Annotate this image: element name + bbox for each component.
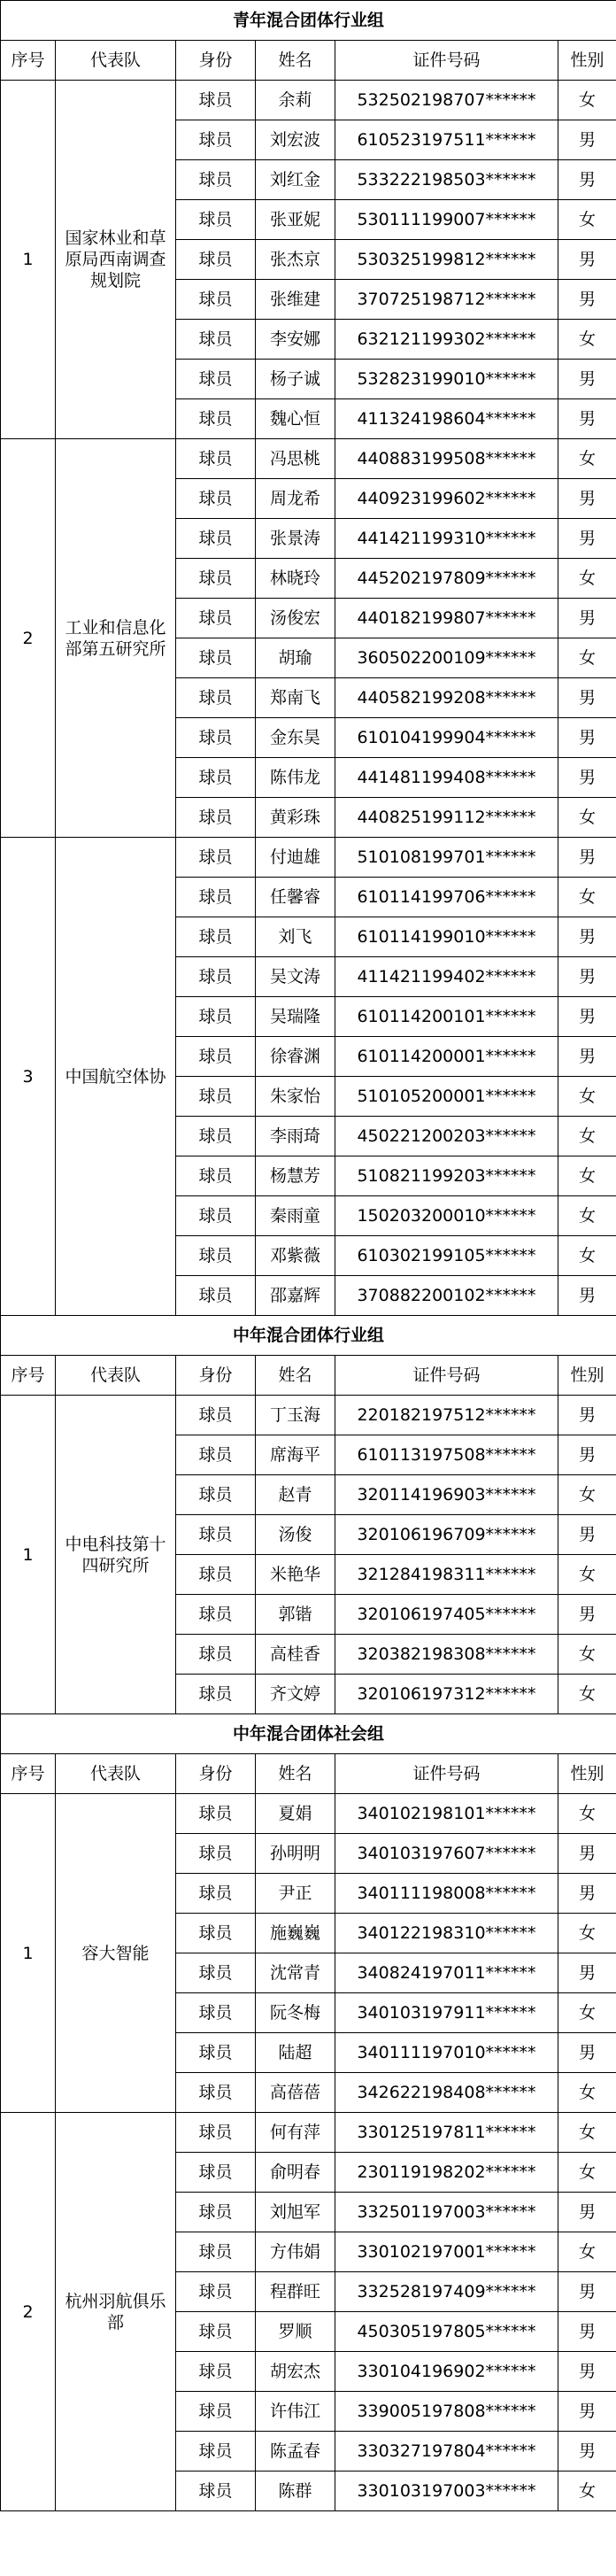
table-row — [1, 838, 616, 878]
member-id: 530111199007****** — [335, 200, 558, 240]
member-gender: 男 — [558, 1953, 616, 1993]
member-gender: 女 — [558, 1993, 616, 2033]
member-gender: 女 — [558, 878, 616, 917]
member-id: 342622198408****** — [335, 2073, 558, 2113]
member-id: 320106197312****** — [335, 1675, 558, 1714]
member-id: 320106197405****** — [335, 1595, 558, 1635]
member-name: 黄彩珠 — [256, 798, 335, 838]
member-name: 程群旺 — [256, 2272, 335, 2312]
member-name: 丁玉海 — [256, 1396, 335, 1435]
id-header: 证件号码 — [335, 1356, 558, 1396]
member-role: 球员 — [176, 280, 256, 320]
member-role: 球员 — [176, 1914, 256, 1953]
member-id: 330104196902****** — [335, 2352, 558, 2392]
member-gender: 男 — [558, 160, 616, 200]
member-role: 球员 — [176, 360, 256, 399]
member-role: 球员 — [176, 2392, 256, 2432]
member-id: 340102198101****** — [335, 1794, 558, 1834]
column-header-row — [1, 1754, 616, 1794]
member-name: 郑南飞 — [256, 678, 335, 718]
member-name: 胡瑜 — [256, 638, 335, 678]
team-seq: 3 — [1, 838, 56, 1316]
member-name: 任馨睿 — [256, 878, 335, 917]
member-id: 220182197512****** — [335, 1396, 558, 1435]
member-gender: 男 — [558, 280, 616, 320]
member-gender: 女 — [558, 1117, 616, 1156]
member-name: 魏心恒 — [256, 399, 335, 439]
member-name: 高蓓蓓 — [256, 2073, 335, 2113]
member-gender: 男 — [558, 1435, 616, 1475]
member-id: 339005197808****** — [335, 2392, 558, 2432]
role-header: 身份 — [176, 41, 256, 81]
member-id: 332528197409****** — [335, 2272, 558, 2312]
member-role: 球员 — [176, 2352, 256, 2392]
member-id: 610114200101****** — [335, 997, 558, 1037]
section-title: 中年混合团体行业组 — [1, 1316, 616, 1356]
member-gender: 女 — [558, 2472, 616, 2511]
team-seq: 2 — [1, 439, 56, 838]
member-gender: 男 — [558, 957, 616, 997]
team-seq: 1 — [1, 1396, 56, 1714]
member-gender: 男 — [558, 1834, 616, 1874]
member-role: 球员 — [176, 519, 256, 559]
team-header: 代表队 — [56, 1356, 176, 1396]
member-id: 440825199112****** — [335, 798, 558, 838]
member-name: 冯思桃 — [256, 439, 335, 479]
id-header: 证件号码 — [335, 41, 558, 81]
name-header: 姓名 — [256, 41, 335, 81]
member-gender: 男 — [558, 997, 616, 1037]
team-seq: 2 — [1, 2113, 56, 2511]
member-name: 吴瑞隆 — [256, 997, 335, 1037]
member-name: 朱家怡 — [256, 1077, 335, 1117]
member-name: 方伟娟 — [256, 2232, 335, 2272]
member-name: 秦雨童 — [256, 1196, 335, 1236]
member-name: 邓紫薇 — [256, 1236, 335, 1276]
member-role: 球员 — [176, 1236, 256, 1276]
member-id: 445202197809****** — [335, 559, 558, 599]
team-seq: 1 — [1, 81, 56, 439]
member-gender: 男 — [558, 399, 616, 439]
member-name: 尹正 — [256, 1874, 335, 1914]
member-name: 邵嘉辉 — [256, 1276, 335, 1316]
member-gender: 男 — [558, 678, 616, 718]
member-id: 610104199904****** — [335, 718, 558, 758]
member-id: 632121199302****** — [335, 320, 558, 360]
member-gender: 男 — [558, 120, 616, 160]
member-id: 450221200203****** — [335, 1117, 558, 1156]
member-id: 450305197805****** — [335, 2312, 558, 2352]
member-gender: 男 — [558, 718, 616, 758]
member-gender: 女 — [558, 1156, 616, 1196]
member-role: 球员 — [176, 1117, 256, 1156]
member-role: 球员 — [176, 957, 256, 997]
team-seq: 1 — [1, 1794, 56, 2113]
member-id: 321284198311****** — [335, 1555, 558, 1595]
table-row — [1, 1396, 616, 1435]
section-title-row — [1, 1316, 616, 1356]
member-gender: 女 — [558, 1675, 616, 1714]
member-gender: 男 — [558, 2193, 616, 2232]
member-name: 刘旭军 — [256, 2193, 335, 2232]
member-id: 440923199602****** — [335, 479, 558, 519]
member-role: 球员 — [176, 2033, 256, 2073]
member-gender: 男 — [558, 240, 616, 280]
gender-header: 性别 — [558, 1754, 616, 1794]
section-title-row — [1, 1714, 616, 1754]
member-name: 何有萍 — [256, 2113, 335, 2153]
member-gender: 男 — [558, 1037, 616, 1077]
member-role: 球员 — [176, 718, 256, 758]
member-gender: 女 — [558, 1914, 616, 1953]
member-role: 球员 — [176, 1435, 256, 1475]
member-name: 李安娜 — [256, 320, 335, 360]
member-id: 340103197607****** — [335, 1834, 558, 1874]
member-role: 球员 — [176, 1037, 256, 1077]
member-name: 汤俊 — [256, 1515, 335, 1555]
member-name: 赵青 — [256, 1475, 335, 1515]
member-role: 球员 — [176, 240, 256, 280]
member-gender: 男 — [558, 1874, 616, 1914]
member-name: 李雨琦 — [256, 1117, 335, 1156]
name-header: 姓名 — [256, 1754, 335, 1794]
member-gender: 男 — [558, 519, 616, 559]
member-name: 陆超 — [256, 2033, 335, 2073]
member-role: 球员 — [176, 81, 256, 120]
member-role: 球员 — [176, 798, 256, 838]
team-header: 代表队 — [56, 41, 176, 81]
member-name: 吴文涛 — [256, 957, 335, 997]
member-gender: 男 — [558, 1276, 616, 1316]
member-id: 150203200010****** — [335, 1196, 558, 1236]
member-role: 球员 — [176, 120, 256, 160]
member-role: 球员 — [176, 1595, 256, 1635]
member-role: 球员 — [176, 1396, 256, 1435]
table-row — [1, 2113, 616, 2153]
member-role: 球员 — [176, 1993, 256, 2033]
member-id: 340111198008****** — [335, 1874, 558, 1914]
member-gender: 男 — [558, 2033, 616, 2073]
member-id: 532823199010****** — [335, 360, 558, 399]
member-role: 球员 — [176, 2193, 256, 2232]
member-name: 孙明明 — [256, 1834, 335, 1874]
member-role: 球员 — [176, 479, 256, 519]
member-name: 陈群 — [256, 2472, 335, 2511]
member-gender: 男 — [558, 1515, 616, 1555]
member-gender: 女 — [558, 1635, 616, 1675]
member-name: 夏娟 — [256, 1794, 335, 1834]
member-id: 320382198308****** — [335, 1635, 558, 1675]
member-id: 532502198707****** — [335, 81, 558, 120]
member-id: 370725198712****** — [335, 280, 558, 320]
member-role: 球员 — [176, 1675, 256, 1714]
role-header: 身份 — [176, 1356, 256, 1396]
member-id: 510821199203****** — [335, 1156, 558, 1196]
member-gender: 男 — [558, 917, 616, 957]
member-id: 230119198202****** — [335, 2153, 558, 2193]
member-id: 533222198503****** — [335, 160, 558, 200]
member-name: 沈常青 — [256, 1953, 335, 1993]
member-gender: 女 — [558, 81, 616, 120]
member-name: 米艳华 — [256, 1555, 335, 1595]
member-id: 440182199807****** — [335, 599, 558, 638]
member-role: 球员 — [176, 1515, 256, 1555]
member-id: 441481199408****** — [335, 758, 558, 798]
roster-body — [1, 1, 616, 2511]
member-id: 441421199310****** — [335, 519, 558, 559]
member-role: 球员 — [176, 1635, 256, 1675]
member-gender: 男 — [558, 479, 616, 519]
member-gender: 女 — [558, 638, 616, 678]
member-gender: 女 — [558, 2232, 616, 2272]
member-gender: 女 — [558, 320, 616, 360]
team-name: 容大智能 — [56, 1794, 176, 2113]
team-header: 代表队 — [56, 1754, 176, 1794]
member-gender: 女 — [558, 2073, 616, 2113]
id-header: 证件号码 — [335, 1754, 558, 1794]
member-gender: 女 — [558, 1475, 616, 1515]
member-role: 球员 — [176, 1874, 256, 1914]
member-id: 530325199812****** — [335, 240, 558, 280]
column-header-row — [1, 1356, 616, 1396]
member-id: 320106196709****** — [335, 1515, 558, 1555]
member-role: 球员 — [176, 1834, 256, 1874]
member-id: 411324198604****** — [335, 399, 558, 439]
member-id: 330102197001****** — [335, 2232, 558, 2272]
member-role: 球员 — [176, 2232, 256, 2272]
member-name: 陈伟龙 — [256, 758, 335, 798]
member-role: 球员 — [176, 2432, 256, 2472]
member-id: 610114199010****** — [335, 917, 558, 957]
member-role: 球员 — [176, 1077, 256, 1117]
member-name: 胡宏杰 — [256, 2352, 335, 2392]
name-header: 姓名 — [256, 1356, 335, 1396]
member-gender: 女 — [558, 1077, 616, 1117]
member-name: 阮冬梅 — [256, 1993, 335, 2033]
member-name: 施巍巍 — [256, 1914, 335, 1953]
member-name: 林晓玲 — [256, 559, 335, 599]
member-name: 张杰京 — [256, 240, 335, 280]
member-name: 周龙希 — [256, 479, 335, 519]
member-role: 球员 — [176, 2472, 256, 2511]
gender-header: 性别 — [558, 1356, 616, 1396]
member-gender: 女 — [558, 1794, 616, 1834]
member-name: 陈孟春 — [256, 2432, 335, 2472]
member-gender: 男 — [558, 1396, 616, 1435]
seq-header: 序号 — [1, 1356, 56, 1396]
member-role: 球员 — [176, 638, 256, 678]
member-gender: 男 — [558, 2432, 616, 2472]
member-role: 球员 — [176, 599, 256, 638]
member-gender: 女 — [558, 798, 616, 838]
member-id: 510108199701****** — [335, 838, 558, 878]
member-gender: 男 — [558, 2312, 616, 2352]
member-gender: 男 — [558, 360, 616, 399]
member-role: 球员 — [176, 439, 256, 479]
team-name: 中国航空体协 — [56, 838, 176, 1316]
member-gender: 女 — [558, 439, 616, 479]
member-gender: 男 — [558, 2392, 616, 2432]
member-gender: 男 — [558, 599, 616, 638]
member-role: 球员 — [176, 1156, 256, 1196]
member-name: 郭锴 — [256, 1595, 335, 1635]
member-id: 411421199402****** — [335, 957, 558, 997]
member-gender: 女 — [558, 559, 616, 599]
member-id: 610523197511****** — [335, 120, 558, 160]
member-name: 刘飞 — [256, 917, 335, 957]
member-id: 370882200102****** — [335, 1276, 558, 1316]
table-row — [1, 439, 616, 479]
member-gender: 女 — [558, 2113, 616, 2153]
section-title: 青年混合团体行业组 — [1, 1, 616, 41]
member-name: 金东昊 — [256, 718, 335, 758]
member-name: 张景涛 — [256, 519, 335, 559]
member-gender: 男 — [558, 758, 616, 798]
member-role: 球员 — [176, 399, 256, 439]
section-title: 中年混合团体社会组 — [1, 1714, 616, 1754]
team-name: 杭州羽航俱乐部 — [56, 2113, 176, 2511]
member-role: 球员 — [176, 838, 256, 878]
member-id: 332501197003****** — [335, 2193, 558, 2232]
member-role: 球员 — [176, 1196, 256, 1236]
gender-header: 性别 — [558, 41, 616, 81]
member-name: 杨慧芳 — [256, 1156, 335, 1196]
member-role: 球员 — [176, 2073, 256, 2113]
member-id: 340824197011****** — [335, 1953, 558, 1993]
member-gender: 男 — [558, 838, 616, 878]
member-id: 330125197811****** — [335, 2113, 558, 2153]
member-name: 徐睿渊 — [256, 1037, 335, 1077]
member-id: 330103197003****** — [335, 2472, 558, 2511]
member-name: 杨子诚 — [256, 360, 335, 399]
member-role: 球员 — [176, 997, 256, 1037]
member-id: 610114199706****** — [335, 878, 558, 917]
member-id: 610113197508****** — [335, 1435, 558, 1475]
table-row — [1, 81, 616, 120]
member-role: 球员 — [176, 160, 256, 200]
member-id: 510105200001****** — [335, 1077, 558, 1117]
member-role: 球员 — [176, 1794, 256, 1834]
member-name: 席海平 — [256, 1435, 335, 1475]
column-header-row — [1, 41, 616, 81]
member-name: 汤俊宏 — [256, 599, 335, 638]
member-name: 付迪雄 — [256, 838, 335, 878]
member-gender: 女 — [558, 1196, 616, 1236]
member-name: 刘宏波 — [256, 120, 335, 160]
member-gender: 男 — [558, 1595, 616, 1635]
member-role: 球员 — [176, 758, 256, 798]
member-gender: 女 — [558, 1236, 616, 1276]
member-id: 320114196903****** — [335, 1475, 558, 1515]
member-name: 余莉 — [256, 81, 335, 120]
team-name: 中电科技第十四研究所 — [56, 1396, 176, 1714]
member-name: 刘红金 — [256, 160, 335, 200]
seq-header: 序号 — [1, 41, 56, 81]
member-role: 球员 — [176, 2312, 256, 2352]
member-gender: 男 — [558, 2272, 616, 2312]
role-header: 身份 — [176, 1754, 256, 1794]
member-role: 球员 — [176, 1276, 256, 1316]
member-id: 330327197804****** — [335, 2432, 558, 2472]
member-gender: 女 — [558, 2153, 616, 2193]
table-row — [1, 1794, 616, 1834]
member-id: 610114200001****** — [335, 1037, 558, 1077]
member-id: 440883199508****** — [335, 439, 558, 479]
member-id: 360502200109****** — [335, 638, 558, 678]
member-role: 球员 — [176, 678, 256, 718]
member-id: 340111197010****** — [335, 2033, 558, 2073]
member-id: 340122198310****** — [335, 1914, 558, 1953]
member-id: 340103197911****** — [335, 1993, 558, 2033]
member-role: 球员 — [176, 1555, 256, 1595]
member-role: 球员 — [176, 1475, 256, 1515]
member-id: 610302199105****** — [335, 1236, 558, 1276]
member-gender: 女 — [558, 200, 616, 240]
section-title-row — [1, 1, 616, 41]
member-name: 张亚妮 — [256, 200, 335, 240]
member-role: 球员 — [176, 2272, 256, 2312]
member-role: 球员 — [176, 559, 256, 599]
member-role: 球员 — [176, 878, 256, 917]
team-name: 工业和信息化部第五研究所 — [56, 439, 176, 838]
member-role: 球员 — [176, 1953, 256, 1993]
member-gender: 男 — [558, 2352, 616, 2392]
member-name: 许伟江 — [256, 2392, 335, 2432]
member-role: 球员 — [176, 917, 256, 957]
member-name: 罗顺 — [256, 2312, 335, 2352]
member-role: 球员 — [176, 320, 256, 360]
member-name: 张维建 — [256, 280, 335, 320]
team-name: 国家林业和草原局西南调查规划院 — [56, 81, 176, 439]
seq-header: 序号 — [1, 1754, 56, 1794]
member-role: 球员 — [176, 2113, 256, 2153]
member-gender: 女 — [558, 1555, 616, 1595]
member-role: 球员 — [176, 2153, 256, 2193]
member-id: 440582199208****** — [335, 678, 558, 718]
member-name: 齐文婷 — [256, 1675, 335, 1714]
member-role: 球员 — [176, 200, 256, 240]
member-name: 俞明春 — [256, 2153, 335, 2193]
member-name: 高桂香 — [256, 1635, 335, 1675]
